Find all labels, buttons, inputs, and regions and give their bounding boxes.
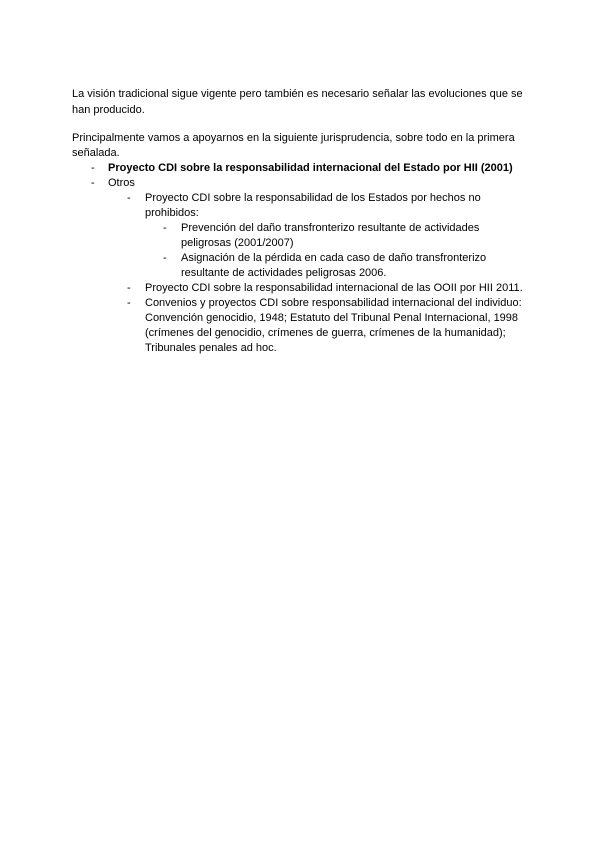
jurisprudence-line-2: señalada.: [72, 147, 120, 159]
bullet-dash: -: [91, 162, 95, 174]
sub-item-3-line-4: Tribunales penales ad hoc.: [145, 342, 277, 354]
bullet-dash: -: [127, 282, 131, 294]
bullet-dash: -: [127, 297, 131, 309]
sub-item-2: Proyecto CDI sobre la responsabilidad internacional de las OOII por HII 2011.: [145, 282, 523, 294]
list-item-main-project: Proyecto CDI sobre la responsabilidad internacional del Estado por HII (2001): [108, 162, 513, 174]
intro-line-1: La visión tradicional sigue vigente pero también es necesario señalar las evoluciones que se: [72, 88, 523, 100]
sub-item-3-line-2: Convención genocidio, 1948; Estatuto del Tribunal Penal Internacional, 1998: [145, 312, 519, 324]
sub-item-1-line-1: Proyecto CDI sobre la responsabilidad de los Estados por hechos no: [145, 192, 481, 204]
bullet-dash: -: [91, 177, 95, 189]
bullet-dash: -: [163, 222, 167, 234]
sub-sub-item-a-line-1: Prevención del daño transfronterizo resultante de actividades: [181, 222, 480, 234]
sub-sub-item-b-line-1: Asignación de la pérdida en cada caso de daño transfronterizo: [181, 252, 487, 264]
sub-sub-item-a-line-2: peligrosas (2001/2007): [181, 237, 294, 249]
intro-line-2: han producido.: [72, 104, 145, 116]
sub-item-3-line-1: Convenios y proyectos CDI sobre responsabilidad internacional del individuo:: [145, 297, 522, 309]
bullet-dash: -: [163, 252, 167, 264]
list-item-otros: Otros: [108, 177, 135, 189]
sub-item-3-line-3: (crímenes del genocidio, crímenes de guerra, crímenes de la humanidad);: [145, 327, 506, 339]
jurisprudence-line-1: Principalmente vamos a apoyarnos en la siguiente jurisprudencia, sobre todo en la primera: [72, 132, 515, 144]
sub-sub-item-b-line-2: resultante de actividades peligrosas 2006.: [181, 267, 387, 279]
bullet-dash: -: [127, 192, 131, 204]
sub-item-1-line-2: prohibidos:: [145, 207, 199, 219]
